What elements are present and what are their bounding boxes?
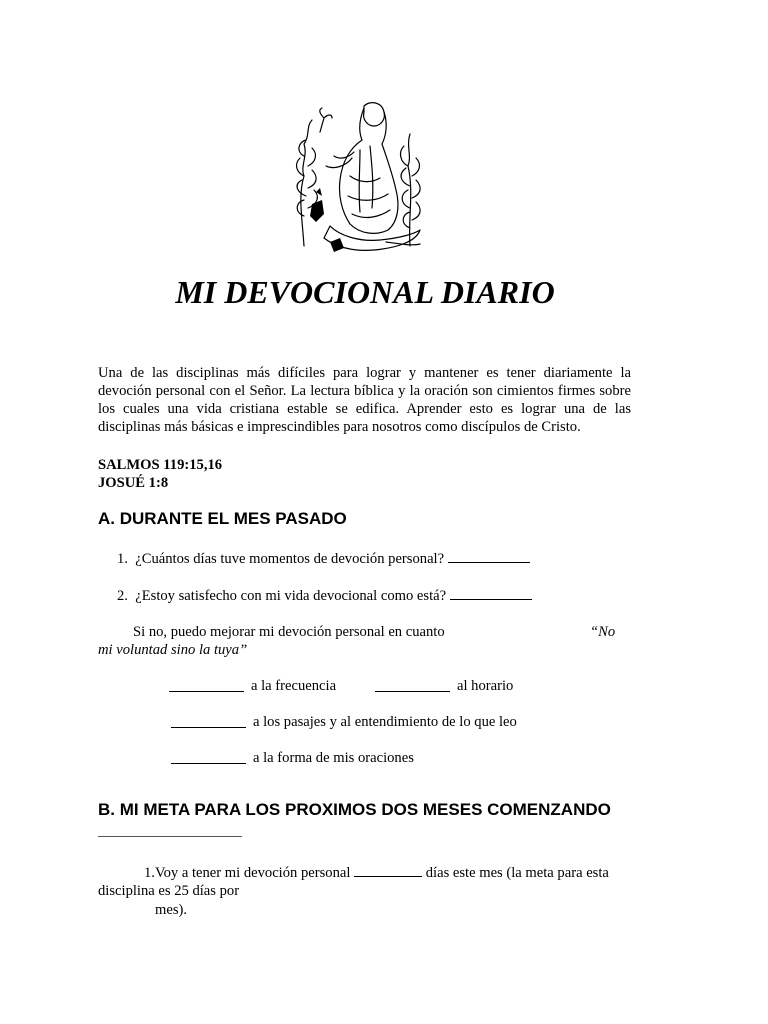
question-2-number: 2. (117, 588, 128, 604)
option-pasajes: a los pasajes y al entendimiento de lo que leo (253, 714, 517, 730)
question-1-text: ¿Cuántos días tuve momentos de devoción personal? (135, 551, 445, 567)
goal-days-answer-line[interactable] (354, 864, 422, 877)
intro-paragraph: Una de las disciplinas más difíciles para lograr y mantener es tener diariamente la devoción personal con el Señor. La lectura bíblica y la oración son cimientos firmes sobre los cuales una vida cristiana estable se edifica. Aprender esto es lograr una de las disciplinas más básicas e imprescindibles para nosotros como discípulos de Cristo. (98, 365, 631, 435)
goal-item-1 (144, 864, 609, 882)
quote-part-1: “No (590, 624, 616, 640)
question-1-answer-line[interactable] (448, 550, 530, 563)
question-1-number: 1. (117, 551, 128, 567)
horario-answer-line[interactable] (375, 679, 450, 692)
question-2-answer-line[interactable] (450, 587, 532, 600)
oraciones-answer-line[interactable] (171, 751, 246, 764)
goal-item-1-text-a: 1.Voy a tener mi devoción personal (144, 865, 351, 881)
goal-item-1-text-b: días este mes (la meta para esta (425, 865, 609, 881)
pasajes-answer-line[interactable] (171, 715, 246, 728)
reference-salmos: SALMOS 119:15,16 (98, 457, 223, 473)
quote-part-2: mi voluntad sino la tuya” (98, 642, 248, 658)
section-a-heading: A. DURANTE EL MES PASADO (98, 509, 347, 528)
goal-item-1-end: mes). (155, 902, 188, 918)
section-b-heading: B. MI META PARA LOS PROXIMOS DOS MESES COMENZANDO (98, 800, 611, 819)
frecuencia-answer-line[interactable] (169, 679, 244, 692)
praying-woman-illustration (290, 96, 428, 258)
question-1 (117, 550, 530, 568)
question-2-text: ¿Estoy satisfecho con mi vida devocional como está? (135, 588, 447, 604)
option-frecuencia: a la frecuencia (251, 678, 337, 694)
improve-text: Si no, puedo mejorar mi devoción personal en cuanto (133, 624, 445, 640)
goal-item-1-continued: disciplina es 25 días por (98, 883, 240, 899)
option-horario: al horario (457, 678, 514, 694)
reference-josue: JOSUÉ 1:8 (98, 475, 169, 491)
option-oraciones: a la forma de mis oraciones (253, 750, 414, 766)
start-date-answer-line[interactable] (98, 824, 242, 837)
page-title: MI DEVOCIONAL DIARIO (175, 274, 555, 310)
question-2 (117, 587, 532, 605)
